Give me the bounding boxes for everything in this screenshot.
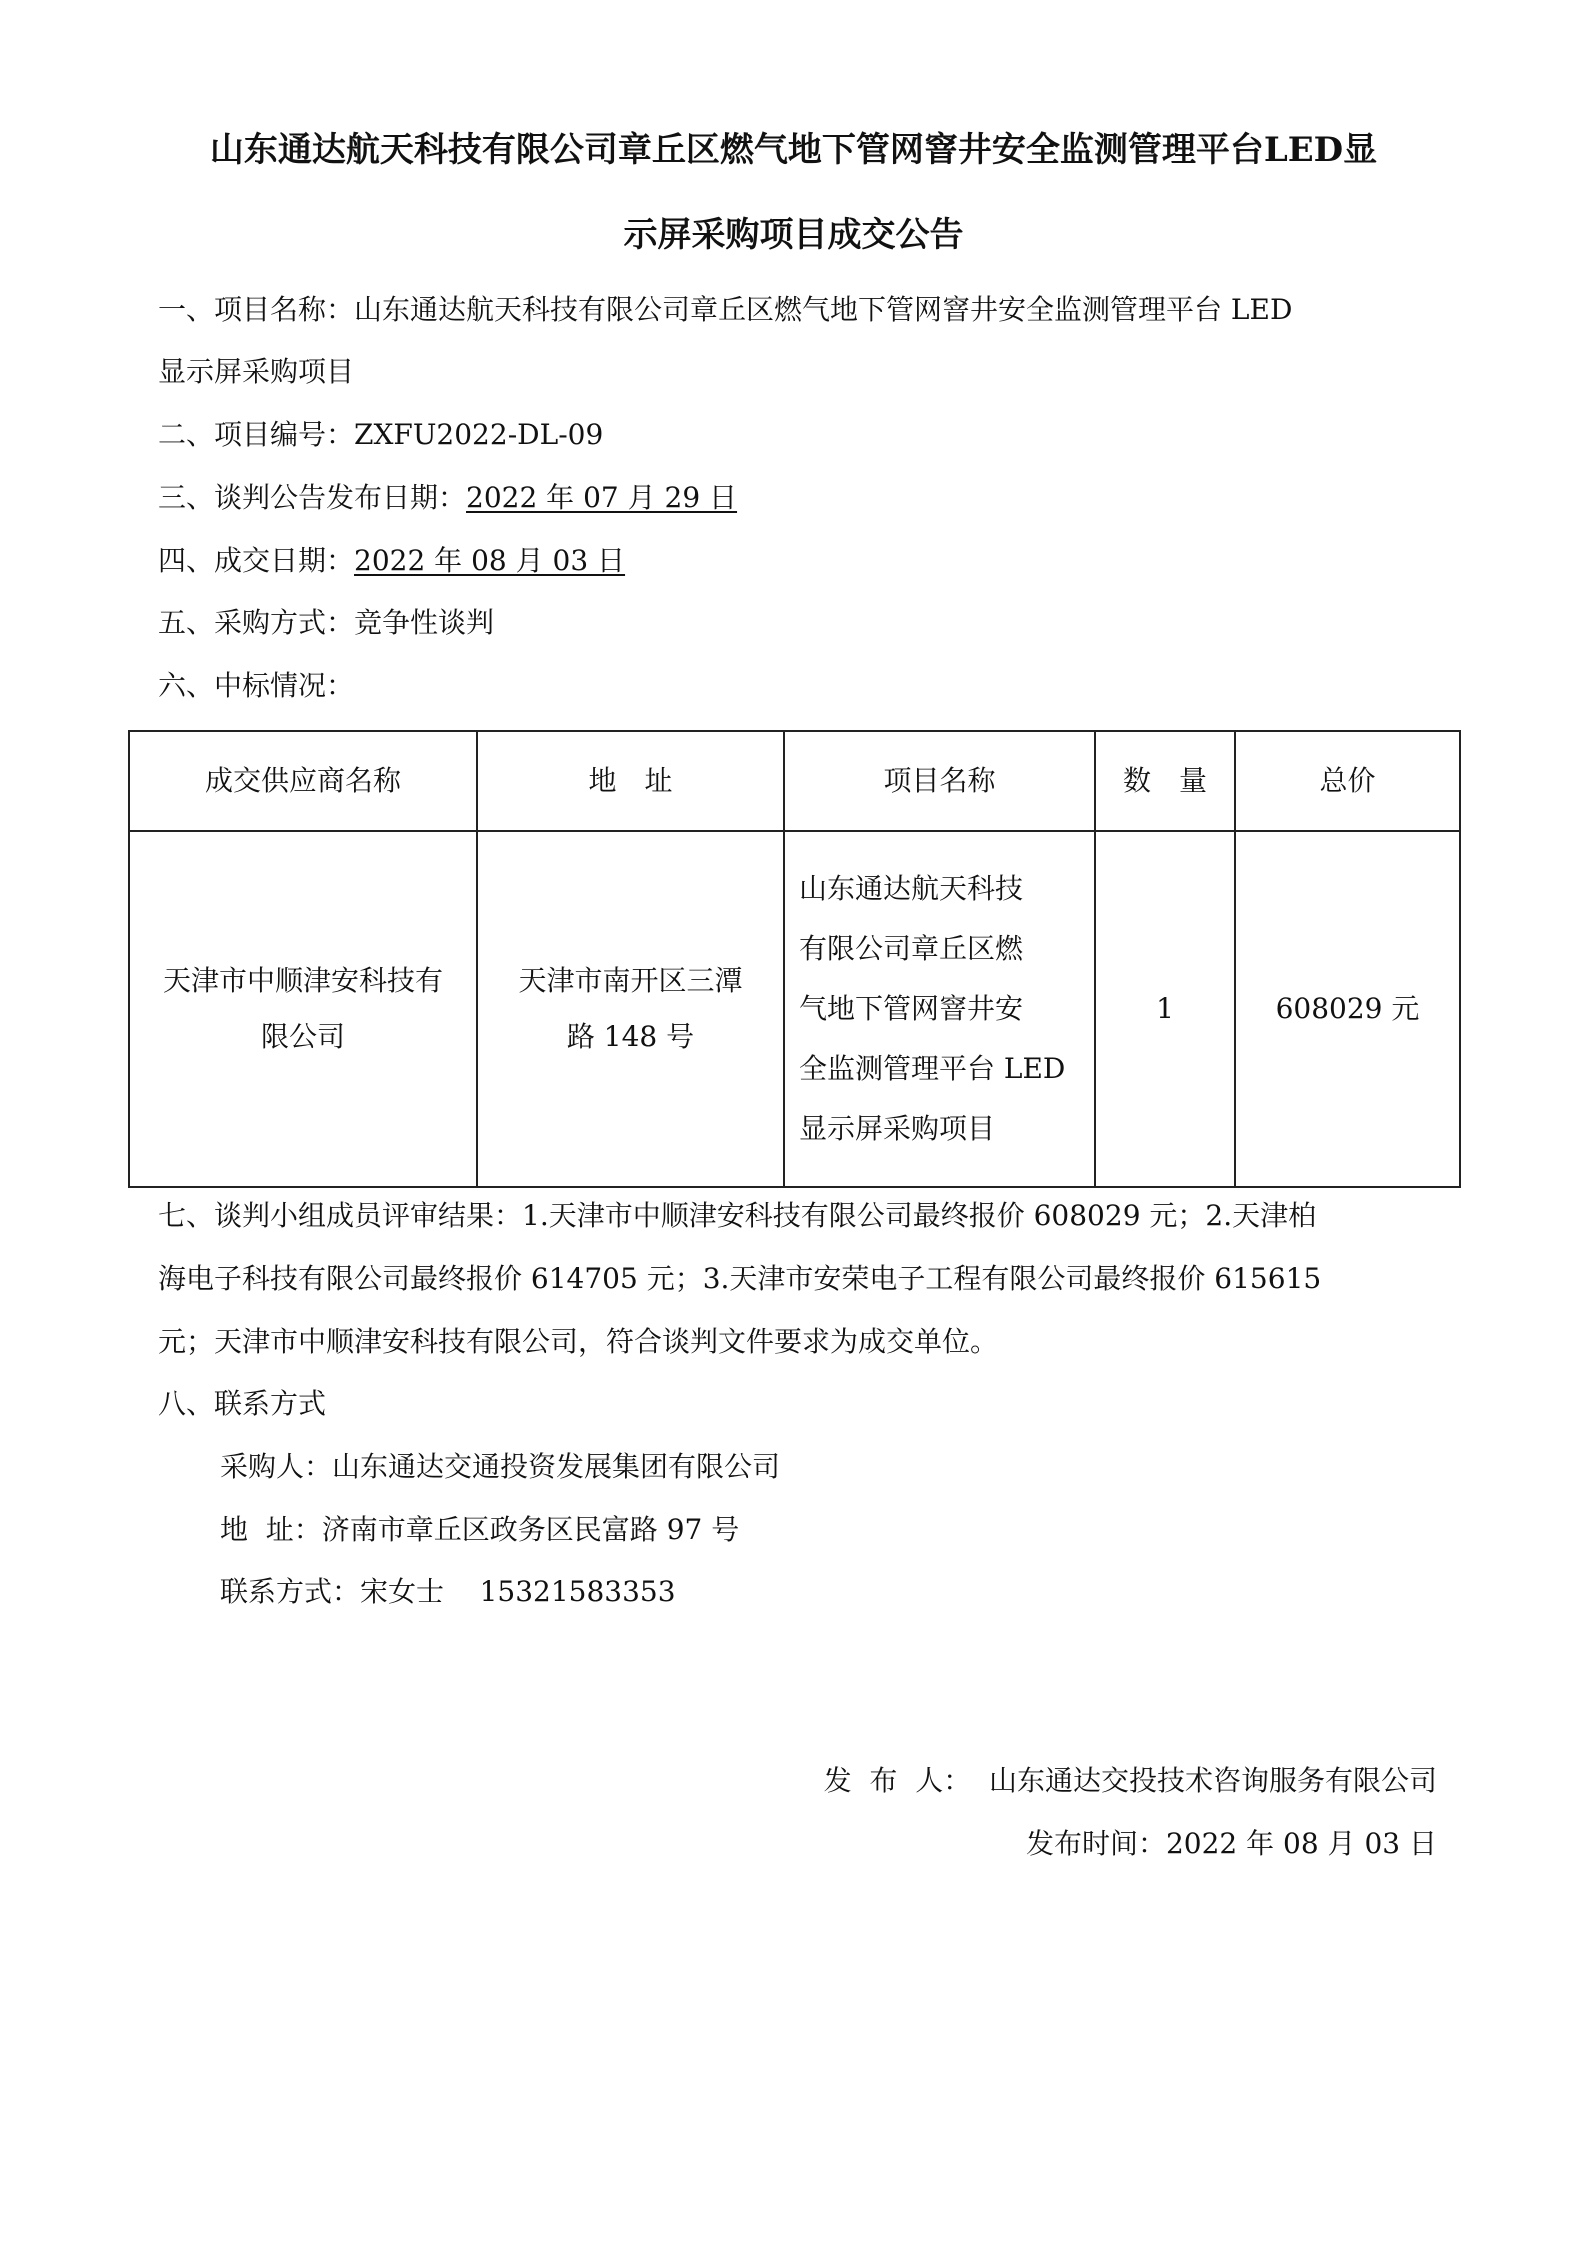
deal-date-row bbox=[158, 543, 625, 579]
header-address: 地 址 bbox=[477, 731, 784, 831]
project-number-row bbox=[158, 417, 603, 453]
project-name-label: 一、项目名称： bbox=[158, 293, 355, 326]
project-number-value: ZXFU2022-DL-09 bbox=[354, 418, 604, 451]
procurement-method-label: 五、采购方式： bbox=[158, 606, 355, 639]
contact-buyer: 采购人：山东通达交通投资发展集团有限公司 bbox=[220, 1450, 781, 1483]
supplier-line-1: 天津市中顺津安科技有 bbox=[162, 964, 443, 997]
table-row bbox=[129, 831, 1460, 1187]
cell-project bbox=[784, 831, 1095, 1187]
project-line-1: 山东通达航天科技 bbox=[799, 872, 1024, 905]
contact-heading: 八、联系方式 bbox=[158, 1387, 327, 1420]
cell-address bbox=[477, 831, 784, 1187]
award-heading: 六、中标情况： bbox=[158, 669, 355, 702]
review-line-2: 海电子科技有限公司最终报价 614705 元；3.天津市安荣电子工程有限公司最终报价 615615 bbox=[158, 1262, 1322, 1295]
project-line-5: 显示屏采购项目 bbox=[799, 1112, 996, 1145]
project-line-2: 有限公司章丘区燃 bbox=[799, 932, 1024, 965]
deal-date-label: 四、成交日期： bbox=[158, 544, 355, 577]
deal-date-value: 2022 年 08 月 03 日 bbox=[354, 544, 626, 577]
review-line-3: 元；天津市中顺津安科技有限公司，符合谈判文件要求为成交单位。 bbox=[158, 1325, 999, 1358]
title-line-2: 示屏采购项目成交公告 bbox=[623, 215, 964, 255]
header-quantity: 数 量 bbox=[1095, 731, 1235, 831]
award-table bbox=[128, 730, 1461, 1188]
cell-supplier bbox=[129, 831, 477, 1187]
announce-date-label: 三、谈判公告发布日期： bbox=[158, 481, 467, 514]
announce-date-row bbox=[158, 480, 737, 516]
contact-phone: 联系方式：宋女士 15321583353 bbox=[220, 1575, 676, 1608]
address-line-2: 路 148 号 bbox=[566, 1020, 695, 1053]
project-name-row bbox=[158, 292, 1292, 328]
contact-address: 地 址：济南市章丘区政务区民富路 97 号 bbox=[220, 1513, 740, 1546]
project-number-label: 二、项目编号： bbox=[158, 418, 355, 451]
publisher: 发 布 人： 山东通达交投技术咨询服务有限公司 bbox=[823, 1764, 1437, 1797]
cell-total: 608029 元 bbox=[1235, 831, 1460, 1187]
procurement-method-value: 竞争性谈判 bbox=[354, 606, 495, 639]
project-name-value: 山东通达航天科技有限公司章丘区燃气地下管网窨井安全监测管理平台 LED bbox=[354, 293, 1293, 326]
publish-time: 发布时间：2022 年 08 月 03 日 bbox=[1025, 1827, 1437, 1860]
header-supplier: 成交供应商名称 bbox=[129, 731, 477, 831]
header-project: 项目名称 bbox=[784, 731, 1095, 831]
table-header-row bbox=[129, 731, 1460, 831]
address-line-1: 天津市南开区三潭 bbox=[518, 964, 743, 997]
title-line-1: 山东通达航天科技有限公司章丘区燃气地下管网窨井安全监测管理平台LED显 bbox=[209, 130, 1378, 170]
project-line-3: 气地下管网窨井安 bbox=[799, 992, 1024, 1025]
review-line-1: 七、谈判小组成员评审结果：1.天津市中顺津安科技有限公司最终报价 608029 元；2.天津柏 bbox=[158, 1199, 1317, 1232]
procurement-method-row bbox=[158, 605, 494, 641]
header-total: 总价 bbox=[1235, 731, 1460, 831]
announce-date-value: 2022 年 07 月 29 日 bbox=[466, 481, 738, 514]
supplier-line-2: 限公司 bbox=[260, 1020, 345, 1053]
project-name-value-cont: 显示屏采购项目 bbox=[158, 355, 355, 388]
project-line-4: 全监测管理平台 LED bbox=[799, 1052, 1066, 1085]
cell-quantity: 1 bbox=[1095, 831, 1235, 1187]
